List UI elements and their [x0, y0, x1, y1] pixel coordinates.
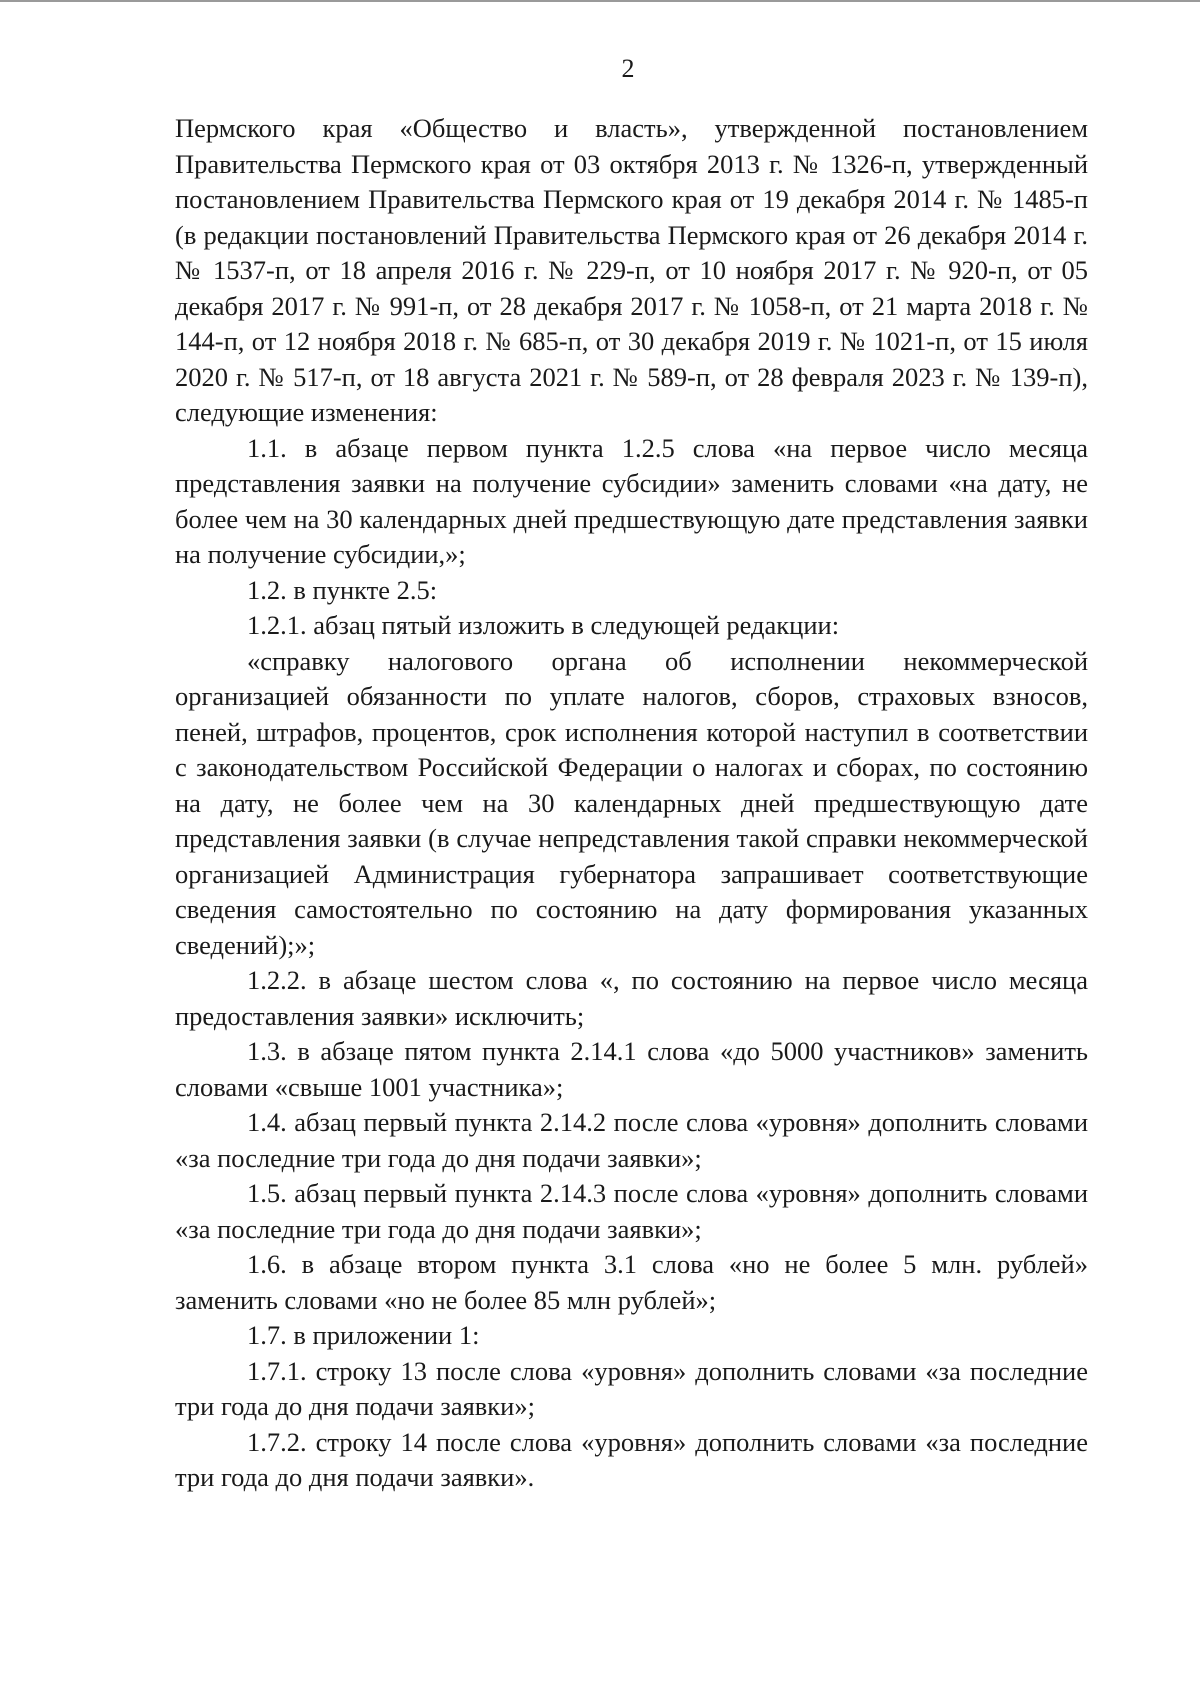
page-number: 2: [621, 54, 635, 83]
paragraph-1-2-1: 1.2.1. абзац пятый изложить в следующей редакции:: [247, 610, 840, 640]
paragraph-1-2-2: 1.2.2. в абзаце шестом слова «, по состоянию на первое число месяца предоставления заявки» исключить;: [175, 965, 1088, 1031]
paragraph-intro: Пермского края «Общество и власть», утвержденной постановлением Правительства Пермского края от 03 октября 2013 г. № 1326-п, утвержденный постановлением Правительства Пермского края от 19 декабря 2014 г. № 1485-п (в редакции постановлений Правительства Пермского края от 26 декабря 2014 г. № 1537-п, от 18 апреля 2016 г. № 229-п, от 10 ноября 2017 г. № 920-п, от 05 декабря 2017 г. № 991-п, от 28 декабря 2017 г. № 1058-п, от 21 марта 2018 г. № 144-п, от 12 ноября 2018 г. № 685-п, от 30 декабря 2019 г. № 1021-п, от 15 июля 2020 г. № 517-п, от 18 августа 2021 г. № 589-п, от 28 февраля 2023 г. № 139-п), следующие изменения:: [175, 113, 1088, 427]
paragraph-1-6: 1.6. в абзаце втором пункта 3.1 слова «но не более 5 млн. рублей» заменить словами «но не более 85 млн рублей»;: [175, 1249, 1088, 1315]
page-top-edge: [0, 0, 1200, 2]
paragraph-1-7-1: 1.7.1. строку 13 после слова «уровня» дополнить словами «за последние три года до дня подачи заявки»;: [175, 1355, 1088, 1421]
paragraph-1-1: 1.1. в абзаце первом пункта 1.2.5 слова «на первое число месяца представления заявки на получение субсидии» заменить словами «на дату, не более чем на 30 календарных дней предшествующую дате представления заявки на получение субсидии,»;: [175, 432, 1088, 569]
document-body: [175, 111, 1088, 1496]
paragraph-1-2: 1.2. в пункте 2.5:: [247, 574, 438, 605]
paragraph-quote-tax-certificate: «справку налогового органа об исполнении некоммерческой организацией обязанности по уплате налогов, сборов, страховых взносов, пеней, штрафов, процентов, срок исполнения которой наступил в соответствии с законодательством Российской Федерации о налогах и сборах, по состоянию на дату, не более чем на 30 календарных дней предшествующую дате представления заявки (в случае непредставления такой справки некоммерческой организацией Администрация губернатора запрашивает соответствующие сведения самостоятельно по состоянию на дату формирования указанных сведений);»;: [175, 645, 1088, 960]
paragraph-1-5: 1.5. абзац первый пункта 2.14.3 после слова «уровня» дополнить словами «за последние три года до дня подачи заявки»;: [175, 1178, 1088, 1244]
paragraph-1-3: 1.3. в абзаце пятом пункта 2.14.1 слова «до 5000 участников» заменить словами «свыше 1001 участника»;: [175, 1036, 1088, 1102]
paragraph-1-4: 1.4. абзац первый пункта 2.14.2 после слова «уровня» дополнить словами «за последние три года до дня подачи заявки»;: [175, 1107, 1088, 1173]
paragraph-1-7: 1.7. в приложении 1:: [247, 1320, 480, 1350]
paragraph-1-7-2: 1.7.2. строку 14 после слова «уровня» дополнить словами «за последние три года до дня подачи заявки».: [175, 1426, 1088, 1492]
